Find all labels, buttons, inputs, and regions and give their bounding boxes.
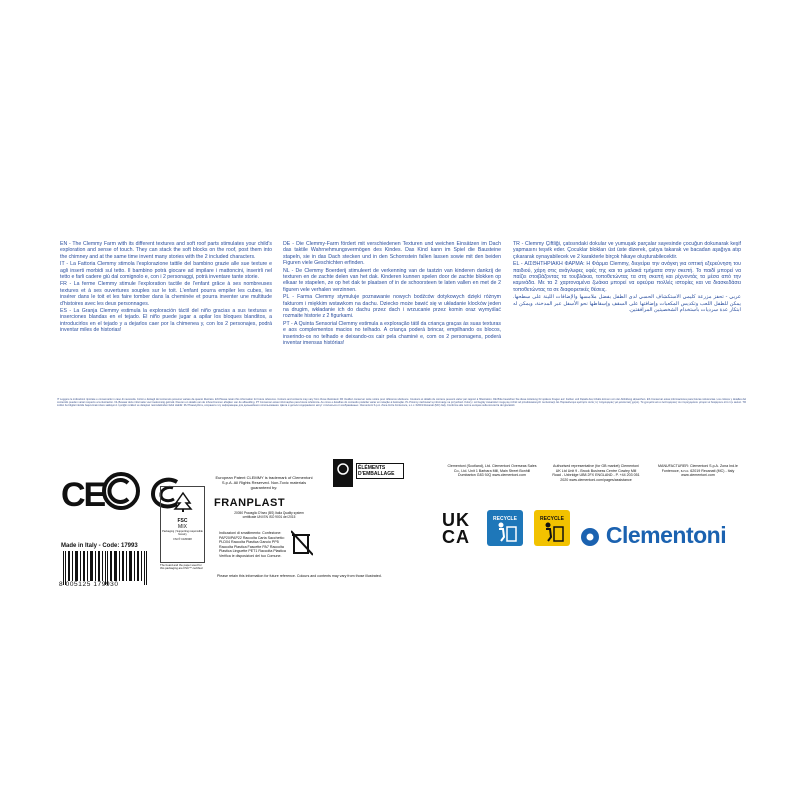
tree-icon xyxy=(172,491,194,513)
text-pl: PL - Farma Clemmy stymuluje poznawanie nowych bodźców dotykowych dzięki różnym fakturom i miękkim wstawkom na dachu. Dziecko może bawić się w układanie klocków jeden na drugim, wkładanie ich do dachu przez dach i wrzucanie przez komin oraz wymyślać rozmaite historie z 2 figurkami. xyxy=(283,294,501,320)
authorised-representative: Authorised representative (for GB market) Clementoni UK Ltd Unit 9 - Brook Business Centre Cowley Mill Road - Uxbridge UB8 2FX ENGLAND - P. +44 203 051 2020 www.clementoni.com/pages/assistance xyxy=(552,464,640,482)
fsc-label: FSC xyxy=(177,518,188,524)
fsc-logo xyxy=(160,486,205,563)
fsc-mix: MIX xyxy=(178,524,187,530)
bottom-info xyxy=(57,454,746,588)
disposal-instructions: Indicazioni di smaltimento: Confezione: PAP20/PAP22 Raccolta Carta Sacchetto: PLD04 Raccolta Plastica Gancio PP5 Raccolta Plastica Fascette PA7 Raccolta Plastica Linguette PET1 Raccolta Plastica Verifica le disposizioni del tuo Comune. xyxy=(219,531,286,558)
clementoni-flower-icon xyxy=(580,527,600,547)
recycle-blue-logo xyxy=(487,510,523,546)
text-pt: PT - A Quinta Sensorial Clemmy estimula a exploração tátil da criança graças às suas texturas e aos complementos macios no telhado. A criança poderá brincar, empilhando os blocos, inserindo-os no telhado e deixando-os cair pela chaminé e, com os 2 personagens, poderá inventar imensas histórias! xyxy=(283,320,501,347)
text-es: ES - La Granja Clemmy estimula la exploración táctil del niño gracias a sus texturas e inserciones blandas en el tejado. El niño puede jugar a apilar los bloques blanditos, a introducirlos en el tejado y a dejarlos caer por la chimenea y, con los 2 personajes, podrá inventar miles de historias! xyxy=(60,308,272,334)
trash-bin-icon xyxy=(291,530,313,556)
text-it: IT - La Fattoria Clemmy stimola l'esplorazione tattile del bambino grazie alle sue texture e agli inserti morbidi sul tetto. Il bambino potrà giocare ad impilare i mattoncini, inserirli nel tetto e farli cadere giù dal comignolo e, con i 2 personaggi, potrà inventare tante storie. xyxy=(60,261,272,281)
franplast-logo: FRANPLAST xyxy=(214,497,286,509)
clementoni-uk-address: Clementoni (Scotland), Ltd. Clementoni Overseas Sales Co., Ltd. Unit 1 Barbara Mill, Main Street Bonhill Dumbarton G83 9JQ www.clementoni.com xyxy=(447,464,537,478)
retain-notice: Please retain this information for future reference. Colours and contents may vary from those illustrated. xyxy=(217,574,382,578)
made-in-code: Made in Italy - Code: 17993 xyxy=(61,543,138,549)
barcode-number: 8 005125 179930 xyxy=(59,581,119,588)
text-en: EN - The Clemmy Farm with its different textures and soft roof parts stimulates your child's exploration and sense of touch. They can stack the soft blocks on the roof, post them into the chimney and at the same time invent many stories with the 2 included characters. xyxy=(60,241,272,260)
language-column-3 xyxy=(513,241,741,314)
franplast-subtext: 20050 Pravaglio D'Iseo (BS) Italia Quality system certificate UNI EN ISO 9001 del 2015 xyxy=(234,511,304,519)
clementoni-logo xyxy=(580,522,726,549)
brand-name: Clementoni xyxy=(605,522,727,548)
barcode-icon xyxy=(61,551,151,585)
manufacturer-address: MANUFACTURER: Clementoni S.p.A. Zona Ind.le Fontenoce, s.n.c. 62019 Recanati (MC) - Italy www.clementoni.com xyxy=(658,464,738,478)
fsc-code: FSC® C180338 xyxy=(173,538,192,541)
text-fr: FR - La ferme Clemmy stimule l'exploration tactile de l'enfant grâce à ses nombreuses textures et à ses ouvertures souples sur le toit. L'enfant pourra empiler les cubes, les insérer dans le toit et les faire tomber dans la cheminée et pourra inventer une multitude d'histoires avec les deux personnages. xyxy=(60,281,272,307)
language-column-2 xyxy=(283,241,501,348)
text-ar: عربي - تحفز مزرعة كليمي الاستكشاف الحسي لدى الطفل بفضل ملامسها والإضافات اللينة على سطحها. يمكن للطفل اللعب وتكديس المكعبات وإضافتها على السقف وإسقاطها نحو الأسفل عبر المدخنة، ويمكن له ابتكار عدة سرديات باستخدام الشخصيتين المرافقتين. xyxy=(513,294,741,314)
text-tr: TR - Clemmy Çiftliği, çatısındaki dokular ve yumuşak parçalar sayesinde çocuğun dokunarak keşif yapmasını teşvik eder. Çocuklar blokları üst üste dizerek, çatıya takarak ve bacadan aşağıya atıp çıkararak oynayabilecek ve 2 karakterle birçok hikaye oluşturabilecektir. xyxy=(513,241,741,260)
text-de: DE - Die Clemmy-Farm fördert mit verschiedenen Texturen und weichen Einsätzen im Dach das taktile Wahrnehmungsvermögen des Kindes. Das Kind kann im Spiel die Bausteine stapeln, sie in das Dach stecken und in den Schornstein fallen lassen sowie mit den beiden Figuren viele Geschichten erfinden. xyxy=(283,241,501,267)
emballage-label: ÉLÉMENTS D'EMBALLAGE xyxy=(356,463,404,479)
warning-triangle-icon xyxy=(102,472,140,510)
text-nl: NL - De Clemmy Boerderij stimuleert de verkenning van de tastzin van kinderen dankzij de texturen en de zachte delen van het dak. Kinderen kunnen spelen door de zachte blokken op elkaar te stapelen, ze op het dak te plaatsen of in de schoorsteen te laten vallen en met de 2 figuren vele verhalen verzinnen. xyxy=(283,267,501,293)
fine-print: IT Leggere le indicazioni riportate e conservarle in caso di necessità. Colori e dettagli del contenuto possono variare da quanto illustrato. EN Please retain this information for future reference. Colours and contents may vary from those illustrated. FR Veuillez conserver cette notice pour référence ultérieure. Couleurs et détails du contenu peuvent varier par rapport à l'illustration. DE Bitte bewahren Sie diese Anleitung für spätere Fragen auf. Farben und Details des Inhalts können von der Abbildung abweichen. ES Conservar estas informaciones para futuras referencias. Los colores y detalles del contenido pueden variar respecto a la ilustración. NL Bewaar deze informatie voor toekomstig gebruik. Kleuren en details van de inhoud kunnen afwijken van de afbeelding. PT Conservar estas informações para futura referência. As cores e detalhes do conteúdo poderão variar em relação à ilustração. PL Prosimy zachować tę informację na przyszłość. Kolory i szczegóły zawartości mogą się różnić od przedstawionych na ilustracji. EL Παρακαλούμε κρατήστε αυτές τις πληροφορίες για μελλοντική χρήση. Τα χρώματα και οι λεπτομέρειες του περιεχομένου μπορεί να διαφέρουν από την εικόνα. TR Lütfen bu bilgileri ileride başvurmak üzere saklayınız. İçeriğin renkleri ve detayları resimdekinden farklı olabilir. RU Пожалуйста, сохраните эту информацию для дальнейшего использования. Цвета и детали содержимого могут отличаться от изображённых. Clementoni S.p.A. Zona Ind.le Fontenoce, s.n.c. 62019 Recanati (MC) Italy. Conforme alle norme europee sulla sicurezza dei giocattoli. xyxy=(57,398,746,408)
triman-emballage xyxy=(333,459,403,489)
fsc-packaging: Packaging | Supporting responsible forestry xyxy=(162,530,203,536)
language-column-1 xyxy=(60,241,272,335)
recycle-person-yellow-icon xyxy=(534,510,570,546)
text-el: EL - ΑΙΣΘΗΤΗΡΙΑΚΗ ΦΑΡΜΑ: Η Φάρμα Clemmy, διεγείρει την ανάγκη για οπτική εξερεύνηση του παιδιού, χάρη στις ανάγλυφες υφές της και τα μαλακά τμήματα στην σκεπή. Το παιδί μπορεί να παίζει στοιβάζοντας τα τουβλάκια, τοποθετώντας τα στη σκεπή και ρίχνοντάς τα μέσα από την καμινάδα. Με τα 2 χαρτοναμένα ζωάκια μπορεί να εφεύρει πολλές ιστορίες και να διασκεδάσει τοποθετώντας τα σε διαφορετικές θέσεις. xyxy=(513,261,741,293)
recycle-person-blue-icon xyxy=(487,510,523,546)
fsc-note: The board and the paper used for this packaging are FSC™ certified xyxy=(160,563,203,571)
ukca-mark: UK CA xyxy=(442,510,470,547)
packaging-panel xyxy=(57,228,746,588)
svg-text:RECYCLE: RECYCLE xyxy=(493,516,517,522)
recycle-yellow-logo xyxy=(534,510,570,546)
patent-text: European Patent CLEMMY is trademark of Clementoni S.p.A. All Rights Reserved. Non-Toxic materials guaranteed by: xyxy=(215,475,313,490)
triman-icon xyxy=(333,459,353,487)
svg-text:RECYCLE: RECYCLE xyxy=(540,516,564,522)
ce-mark-icon: CE xyxy=(61,476,105,514)
